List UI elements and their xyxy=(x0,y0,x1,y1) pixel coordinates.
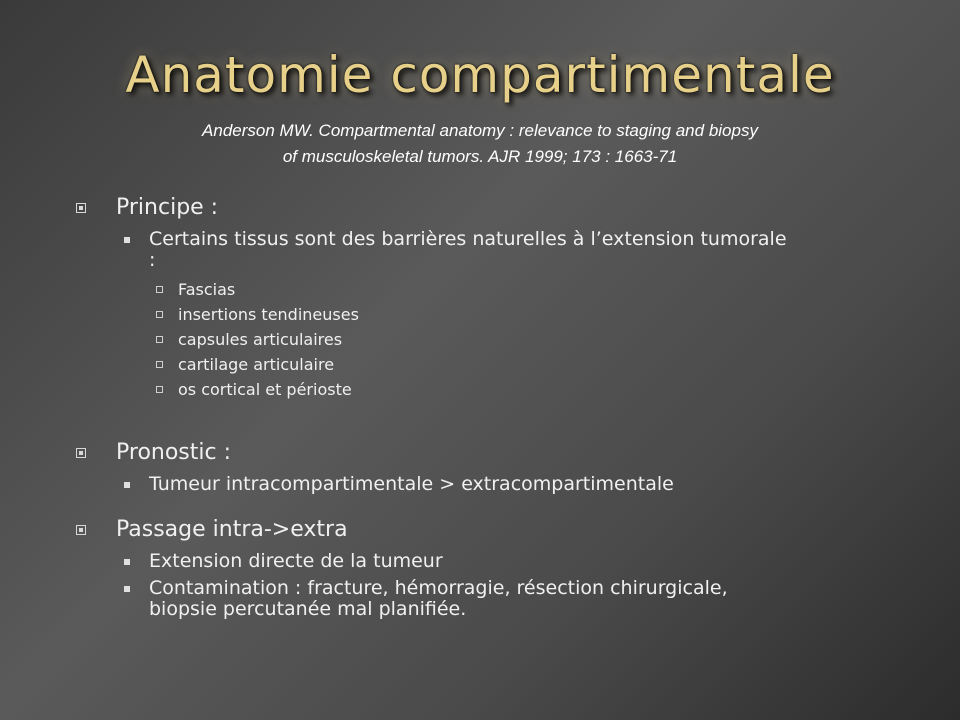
square-bullet-icon xyxy=(76,525,86,535)
filled-square-bullet-icon xyxy=(124,559,130,565)
citation-line-2: of musculoskeletal tumors. AJR 1999; 173 : 1663-71 xyxy=(282,147,678,166)
hollow-square-bullet-icon xyxy=(156,386,163,393)
hollow-square-bullet-icon xyxy=(156,311,163,318)
list-subitem: cartilage articulaire xyxy=(156,352,916,377)
hollow-square-bullet-icon xyxy=(156,286,163,293)
square-bullet-icon xyxy=(76,203,86,213)
list-item: Certains tissus sont des barrières naturelles à l’extension tumorale : xyxy=(124,229,916,271)
list-subitem: Fascias xyxy=(156,277,916,302)
citation-line-1: Anderson MW. Compartmental anatomy : relevance to staging and biopsy xyxy=(202,121,758,140)
filled-square-bullet-icon xyxy=(124,237,130,243)
section-heading-pronostic: Pronostic : xyxy=(76,438,916,468)
list-subitem: os cortical et périoste xyxy=(156,377,916,402)
filled-square-bullet-icon xyxy=(124,586,130,592)
hollow-square-bullet-icon xyxy=(156,361,163,368)
square-bullet-icon xyxy=(76,448,86,458)
list-item: Contamination : fracture, hémorragie, résection chirurgicale, biopsie percutanée mal planifiée. xyxy=(124,578,916,620)
section-heading-passage: Passage intra->extra xyxy=(76,515,916,545)
filled-square-bullet-icon xyxy=(124,482,130,488)
list-subitem: insertions tendineuses xyxy=(156,302,916,327)
list-item: Extension directe de la tumeur xyxy=(124,551,916,572)
list-subitem: capsules articulaires xyxy=(156,327,916,352)
bullet-list xyxy=(76,193,916,620)
list-item: Tumeur intracompartimentale > extracompartimentale xyxy=(124,474,916,495)
slide-title: Anatomie compartimentale xyxy=(125,46,835,104)
hollow-square-bullet-icon xyxy=(156,336,163,343)
citation xyxy=(0,118,960,170)
section-heading-principe: Principe : xyxy=(76,193,916,223)
